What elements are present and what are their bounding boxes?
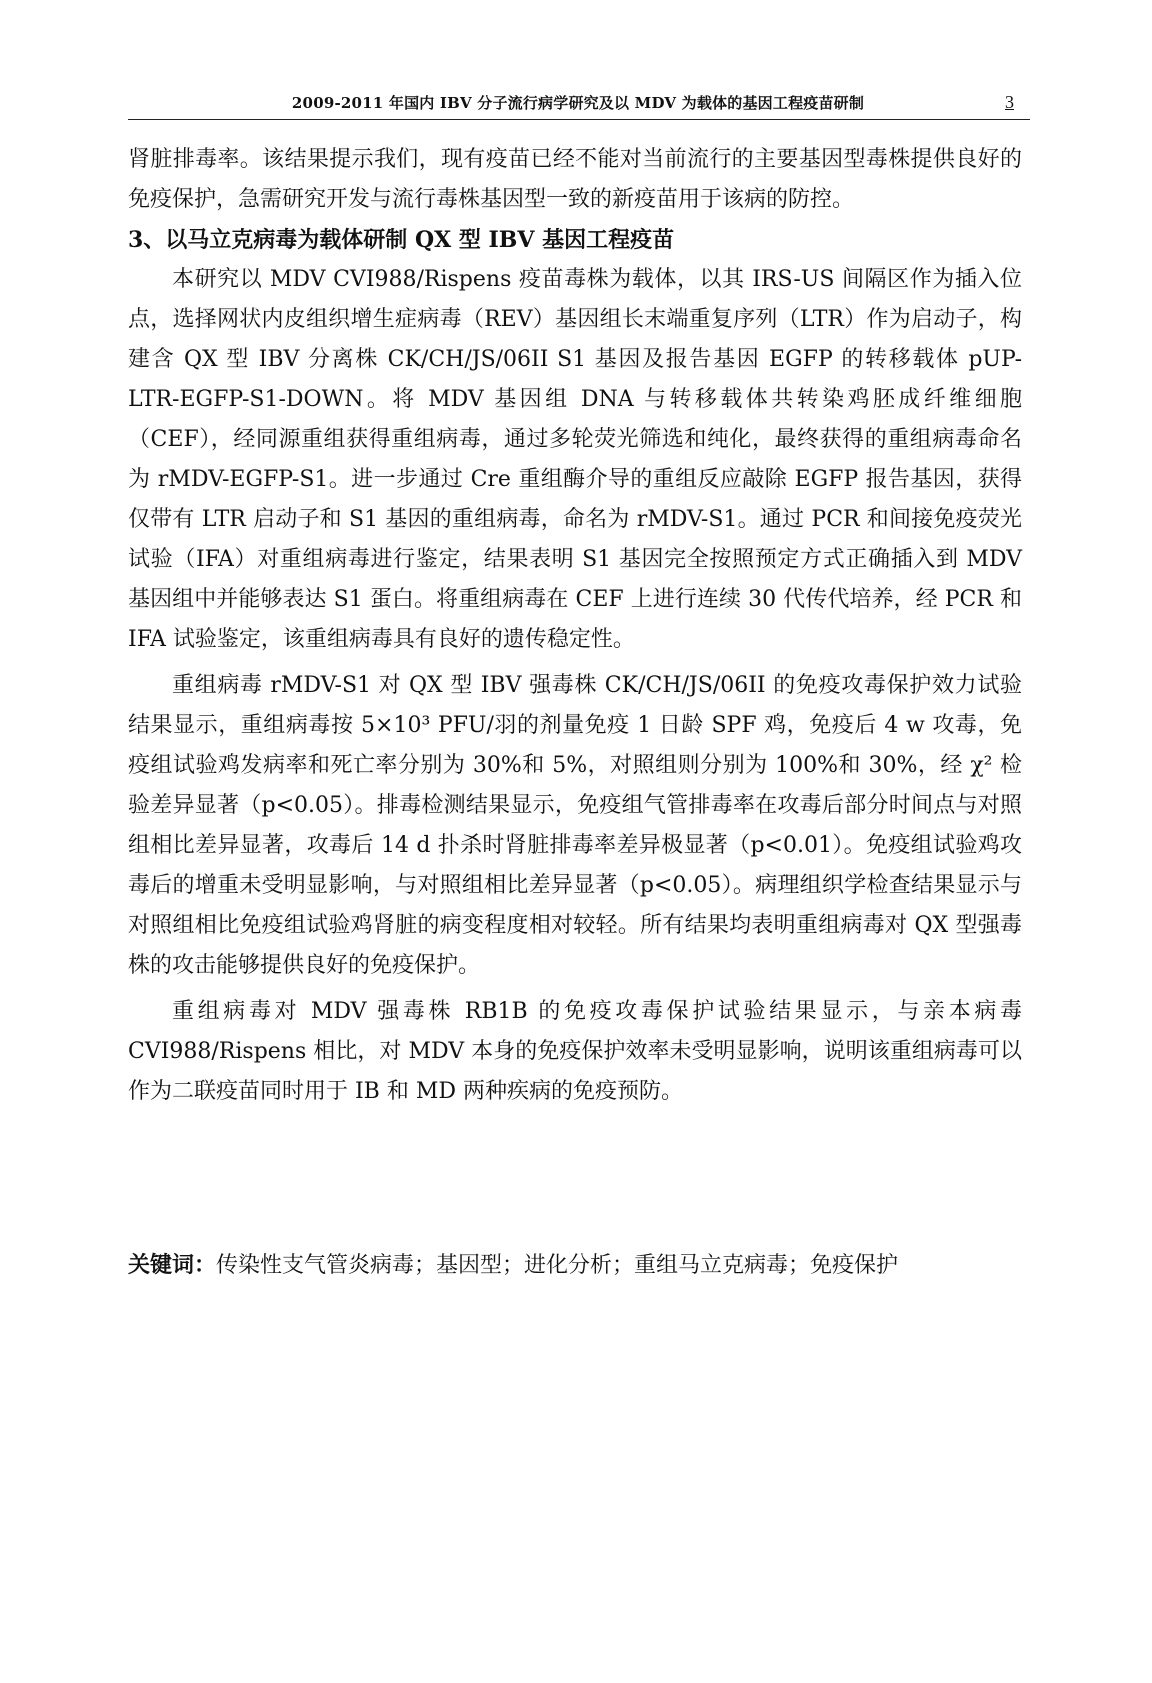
- keywords-label: 关键词：: [128, 1252, 217, 1278]
- paragraph-2: 重组病毒 rMDV-S1 对 QX 型 IBV 强毒株 CK/CH/JS/06II 的免疫攻毒保护效力试验结果显示，重组病毒按 5×10³ PFU/羽的剂量免疫 1 日龄 SPF 鸡，免疫后 4 w 攻毒，免疫组试验鸡发病率和死亡率分别为 30%和 5%，对照组则分别为 100%和 30%，经 χ² 检验差异显著（p<0.05）。排毒检测结果显示，免疫组气管排毒率在攻毒后部分时间点与对照组相比差异显著，攻毒后 14 d 扑杀时肾脏排毒率差异极显著（p<0.01）。免疫组试验鸡攻毒后的增重未受明显影响，与对照组相比差异显著（p<0.05）。病理组织学检查结果显示与对照组相比免疫组试验鸡肾脏的病变程度相对较轻。所有结果均表明重组病毒对 QX 型强毒株的攻击能够提供良好的免疫保护。: [128, 673, 1022, 978]
- page-number: 3: [1005, 92, 1014, 112]
- body-text: [128, 140, 1022, 1112]
- keywords-text: 传染性支气管炎病毒；基因型；进化分析；重组马立克病毒；免疫保护: [216, 1253, 899, 1278]
- paragraph-3: 重组病毒对 MDV 强毒株 RB1B 的免疫攻毒保护试验结果显示，与亲本病毒 CVI988/Rispens 相比，对 MDV 本身的免疫保护效率未受明显影响，说明该重组病毒可以作为二联疫苗同时用于 IB 和 MD 两种疾病的免疫预防。: [128, 999, 1022, 1104]
- section-heading: 3、以马立克病毒为载体研制 QX 型 IBV 基因工程疫苗: [128, 227, 675, 253]
- keywords-line: [128, 1245, 1022, 1286]
- continued-paragraph: 肾脏排毒率。该结果提示我们，现有疫苗已经不能对当前流行的主要基因型毒株提供良好的免疫保护，急需研究开发与流行毒株基因型一致的新疫苗用于该病的防控。: [128, 147, 1022, 212]
- paragraph-1: 本研究以 MDV CVI988/Rispens 疫苗毒株为载体，以其 IRS-US 间隔区作为插入位点，选择网状内皮组织增生症病毒（REV）基因组长末端重复序列（LTR）作为启动子，构建含 QX 型 IBV 分离株 CK/CH/JS/06II S1 基因及报告基因 EGFP 的转移载体 pUP-LTR-EGFP-S1-DOWN。将 MDV 基因组 DNA 与转移载体共转染鸡胚成纤维细胞（CEF），经同源重组获得重组病毒，通过多轮荧光筛选和纯化，最终获得的重组病毒命名为 rMDV-EGFP-S1。进一步通过 Cre 重组酶介导的重组反应敲除 EGFP 报告基因，获得仅带有 LTR 启动子和 S1 基因的重组病毒，命名为 rMDV-S1。通过 PCR 和间接免疫荧光试验（IFA）对重组病毒进行鉴定，结果表明 S1 基因完全按照预定方式正确插入到 MDV 基因组中并能够表达 S1 蛋白。将重组病毒在 CEF 上进行连续 30 代传代培养，经 PCR 和 IFA 试验鉴定，该重组病毒具有良好的遗传稳定性。: [128, 267, 1022, 652]
- header-divider: [128, 119, 1030, 120]
- running-header: 2009-2011 年国内 IBV 分子流行病学研究及以 MDV 为载体的基因工程疫苗研制: [291, 94, 865, 112]
